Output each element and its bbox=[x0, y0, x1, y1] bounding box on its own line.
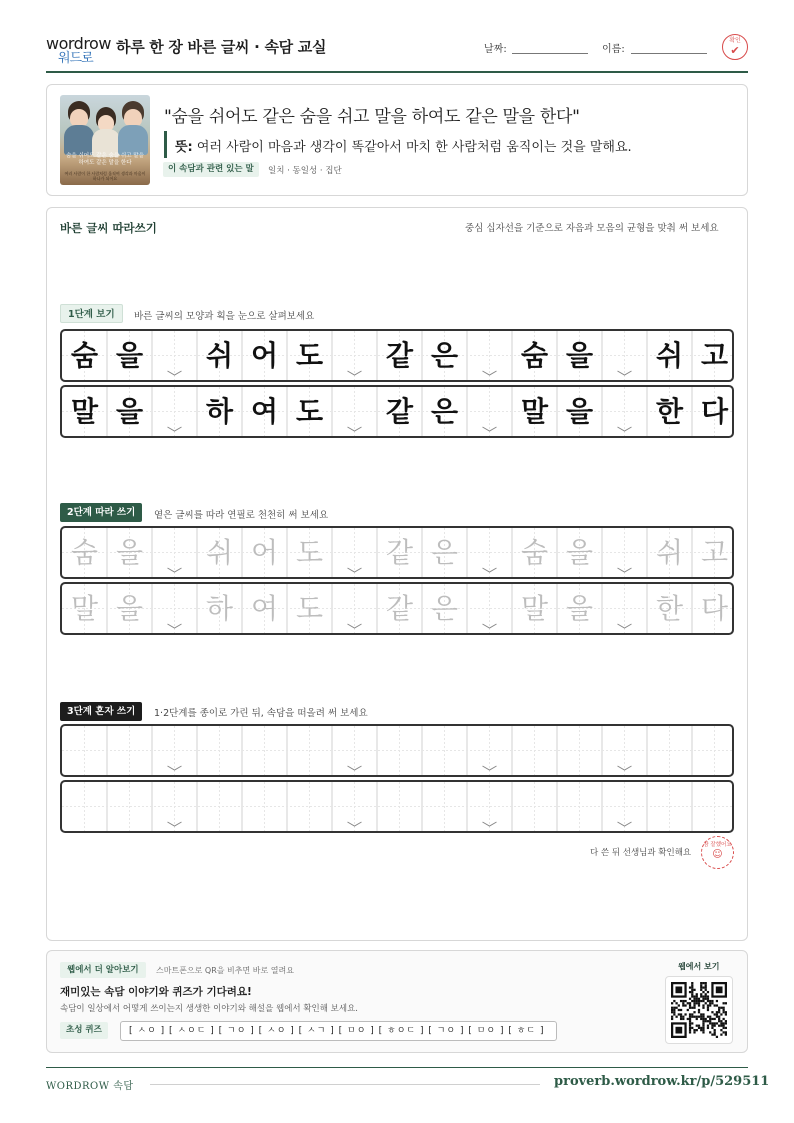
teacher-stamp bbox=[701, 836, 734, 869]
char-cell[interactable]: 을 bbox=[115, 592, 144, 625]
char-cell: 을 bbox=[115, 395, 144, 428]
footer-divider bbox=[46, 1067, 748, 1068]
char-cell[interactable] bbox=[62, 782, 107, 831]
step2-tag: 2단계 따라 쓰기 bbox=[60, 503, 142, 522]
char-cell: 도 bbox=[295, 395, 324, 428]
confirm-stamp-text: 확인 bbox=[729, 37, 741, 44]
char-cell[interactable]: 은 bbox=[430, 592, 459, 625]
step3-tag: 3단계 혼자 쓰기 bbox=[60, 702, 142, 721]
char-cell[interactable] bbox=[422, 726, 467, 775]
date-field[interactable] bbox=[512, 53, 588, 54]
meaning-accent-bar bbox=[164, 131, 167, 158]
proverb-meaning bbox=[175, 136, 632, 155]
char-cell[interactable]: 을 bbox=[565, 592, 594, 625]
page-title: 하루 한 장 바른 글씨 · 속담 교실 bbox=[116, 38, 327, 56]
qr-label: 웹에서 보기 bbox=[678, 962, 720, 971]
char-cell[interactable]: 쉬 bbox=[205, 536, 234, 569]
name-field[interactable] bbox=[631, 53, 707, 54]
char-cell[interactable]: 고 bbox=[700, 536, 729, 569]
char-cell[interactable] bbox=[242, 726, 287, 775]
char-cell bbox=[332, 331, 377, 380]
char-cell[interactable]: 숨 bbox=[70, 536, 99, 569]
char-cell bbox=[602, 387, 647, 436]
char-cell[interactable] bbox=[332, 726, 377, 775]
char-cell: 도 bbox=[295, 339, 324, 372]
char-cell[interactable]: 을 bbox=[565, 536, 594, 569]
char-cell[interactable] bbox=[332, 584, 377, 633]
char-cell[interactable]: 도 bbox=[295, 536, 324, 569]
char-cell[interactable] bbox=[557, 782, 602, 831]
wordrow-logo bbox=[46, 34, 111, 66]
char-cell[interactable] bbox=[287, 782, 332, 831]
char-cell bbox=[467, 331, 512, 380]
char-cell[interactable] bbox=[467, 726, 512, 775]
char-cell bbox=[332, 387, 377, 436]
char-cell[interactable]: 을 bbox=[115, 536, 144, 569]
char-cells bbox=[62, 387, 734, 436]
char-cell[interactable] bbox=[602, 782, 647, 831]
char-cell[interactable]: 같 bbox=[385, 536, 414, 569]
confirm-stamp bbox=[722, 34, 748, 60]
web-title: 재미있는 속담 이야기와 퀴즈가 기다려요! bbox=[60, 986, 252, 998]
char-cell bbox=[602, 331, 647, 380]
web-desc: 속담이 일상에서 어떻게 쓰이는지 생생한 이야기와 해설을 웹에서 확인해 보세요. bbox=[60, 1004, 358, 1014]
char-cell[interactable]: 은 bbox=[430, 536, 459, 569]
char-cell[interactable] bbox=[647, 726, 692, 775]
char-cell: 숨 bbox=[70, 339, 99, 372]
name-label: 이름: bbox=[602, 44, 625, 55]
char-cell[interactable]: 다 bbox=[700, 592, 729, 625]
qr-code-icon bbox=[666, 977, 732, 1043]
footer-brand: WORDROW 속담 bbox=[46, 1081, 134, 1092]
char-cell[interactable] bbox=[692, 782, 734, 831]
char-cell[interactable] bbox=[377, 726, 422, 775]
char-cell: 하 bbox=[205, 395, 234, 428]
person-body bbox=[64, 125, 94, 155]
thumbnail-caption: 숨을 쉬어도 같은 숨을 쉬고 말을 하여도 같은 말을 한다 bbox=[66, 153, 144, 166]
char-cell[interactable] bbox=[152, 726, 197, 775]
header-divider bbox=[46, 71, 748, 73]
char-cell[interactable] bbox=[467, 528, 512, 577]
char-cells bbox=[62, 584, 734, 633]
char-cell[interactable] bbox=[422, 782, 467, 831]
char-cell: 여 bbox=[250, 395, 279, 428]
web-more-tag: 웹에서 더 알아보기 bbox=[60, 962, 146, 978]
char-cell[interactable] bbox=[107, 726, 152, 775]
char-cell[interactable]: 어 bbox=[250, 536, 279, 569]
quiz-box: [ ㅅㅇ ] [ ㅅㅇㄷ ] [ ㄱㅇ ] [ ㅅㅇ ] [ ㅅㄱ ] [ ㅁㅇ ] [ ㅎㅇㄷ ] [ ㄱㅇ ] [ ㅁㅇ ] [ ㅎㄷ ] bbox=[120, 1021, 557, 1041]
char-cells bbox=[62, 726, 734, 775]
check-icon: ✔ bbox=[730, 44, 740, 57]
char-cell: 한 bbox=[655, 395, 684, 428]
char-cell: 다 bbox=[700, 395, 729, 428]
char-cell[interactable] bbox=[107, 782, 152, 831]
char-cell: 숨 bbox=[520, 339, 549, 372]
char-cell: 을 bbox=[565, 339, 594, 372]
meaning-label: 뜻: bbox=[175, 140, 193, 155]
footer-url[interactable]: proverb.wordrow.kr/p/529511 bbox=[554, 1074, 770, 1089]
char-cell[interactable]: 한 bbox=[655, 592, 684, 625]
char-cell[interactable] bbox=[602, 528, 647, 577]
char-cell[interactable] bbox=[242, 782, 287, 831]
related-words: 일치 · 동일성 · 집단 bbox=[268, 166, 342, 176]
char-cell bbox=[467, 387, 512, 436]
step1-text: 바른 글씨의 모양과 획을 눈으로 살펴보세요 bbox=[134, 311, 315, 322]
qr-code[interactable] bbox=[665, 976, 733, 1044]
char-cell[interactable] bbox=[332, 782, 377, 831]
char-cell: 고 bbox=[700, 339, 729, 372]
logo-wordmark: wordrow bbox=[46, 34, 111, 53]
step3-row-2[interactable] bbox=[60, 780, 734, 833]
step1-tag: 1단계 보기 bbox=[60, 304, 123, 323]
char-cell: 말 bbox=[520, 395, 549, 428]
char-cell[interactable]: 숨 bbox=[520, 536, 549, 569]
char-cell[interactable] bbox=[152, 584, 197, 633]
logo-korean: 워드로 bbox=[58, 51, 93, 66]
char-cell[interactable] bbox=[62, 726, 107, 775]
step2-row-1[interactable] bbox=[60, 526, 734, 579]
char-cell[interactable] bbox=[197, 782, 242, 831]
footer-midline bbox=[150, 1084, 540, 1085]
char-cell bbox=[152, 387, 197, 436]
quiz-tag: 초성 퀴즈 bbox=[60, 1022, 108, 1039]
step1-row-2 bbox=[60, 385, 734, 438]
char-cell[interactable]: 하 bbox=[205, 592, 234, 625]
related-words-tag: 이 속담과 관련 있는 말 bbox=[163, 162, 259, 177]
char-cell: 은 bbox=[430, 339, 459, 372]
char-cell[interactable] bbox=[197, 726, 242, 775]
web-hint: 스마트폰으로 QR을 비추면 바로 열려요 bbox=[156, 966, 294, 975]
char-cell[interactable] bbox=[602, 726, 647, 775]
char-cell: 쉬 bbox=[655, 339, 684, 372]
teacher-check-text: 다 쓴 뒤 선생님과 확인해요 bbox=[590, 848, 692, 858]
char-cells bbox=[62, 331, 734, 380]
char-cell: 을 bbox=[115, 339, 144, 372]
person-body bbox=[118, 125, 148, 155]
step2-text: 옅은 글씨를 따라 연필로 천천히 써 보세요 bbox=[154, 510, 329, 521]
proverb-thumbnail bbox=[60, 95, 150, 185]
step3-text: 1·2단계를 종이로 가린 뒤, 속담을 떠올려 써 보세요 bbox=[154, 708, 368, 719]
teacher-stamp-text: 참 잘했어요 bbox=[703, 842, 732, 848]
char-cell[interactable]: 같 bbox=[385, 592, 414, 625]
char-cell[interactable] bbox=[512, 782, 557, 831]
char-cell[interactable] bbox=[467, 584, 512, 633]
char-cell[interactable] bbox=[152, 528, 197, 577]
char-cell: 을 bbox=[565, 395, 594, 428]
char-cell[interactable]: 말 bbox=[520, 592, 549, 625]
step3-row-1[interactable] bbox=[60, 724, 734, 777]
char-cell[interactable]: 도 bbox=[295, 592, 324, 625]
writing-section-title: 바른 글씨 따라쓰기 bbox=[60, 221, 157, 235]
char-cell[interactable] bbox=[287, 726, 332, 775]
char-cell[interactable]: 여 bbox=[250, 592, 279, 625]
char-cells bbox=[62, 782, 734, 831]
char-cell: 쉬 bbox=[205, 339, 234, 372]
char-cell[interactable] bbox=[512, 726, 557, 775]
meaning-text: 여러 사람이 마음과 생각이 똑같아서 마치 한 사람처럼 움직이는 것을 말해요. bbox=[196, 140, 632, 155]
char-cell[interactable] bbox=[602, 584, 647, 633]
char-cell: 은 bbox=[430, 395, 459, 428]
char-cell[interactable] bbox=[152, 782, 197, 831]
step1-row-1 bbox=[60, 329, 734, 382]
char-cells bbox=[62, 528, 734, 577]
char-cell[interactable]: 쉬 bbox=[655, 536, 684, 569]
char-cell: 말 bbox=[70, 395, 99, 428]
char-cell[interactable] bbox=[332, 528, 377, 577]
char-cell[interactable] bbox=[377, 782, 422, 831]
char-cell: 같 bbox=[385, 395, 414, 428]
char-cell[interactable] bbox=[647, 782, 692, 831]
char-cell: 같 bbox=[385, 339, 414, 372]
date-label: 날짜: bbox=[484, 44, 507, 55]
char-cell: 어 bbox=[250, 339, 279, 372]
char-cell[interactable]: 말 bbox=[70, 592, 99, 625]
char-cell[interactable] bbox=[467, 782, 512, 831]
proverb-quote: "숨을 쉬어도 같은 숨을 쉬고 말을 하여도 같은 말을 한다" bbox=[164, 107, 580, 127]
step2-row-2[interactable] bbox=[60, 582, 734, 635]
char-cell[interactable] bbox=[557, 726, 602, 775]
writing-section-note: 중심 십자선을 기준으로 자음과 모음의 균형을 맞춰 써 보세요 bbox=[465, 223, 719, 234]
smile-icon: ☺ bbox=[712, 849, 723, 860]
char-cell[interactable] bbox=[692, 726, 734, 775]
thumbnail-subcaption: 여러 사람이 한 사람처럼 움직여 생각과 마음이 하나가 되어요 bbox=[64, 171, 146, 181]
char-cell bbox=[152, 331, 197, 380]
